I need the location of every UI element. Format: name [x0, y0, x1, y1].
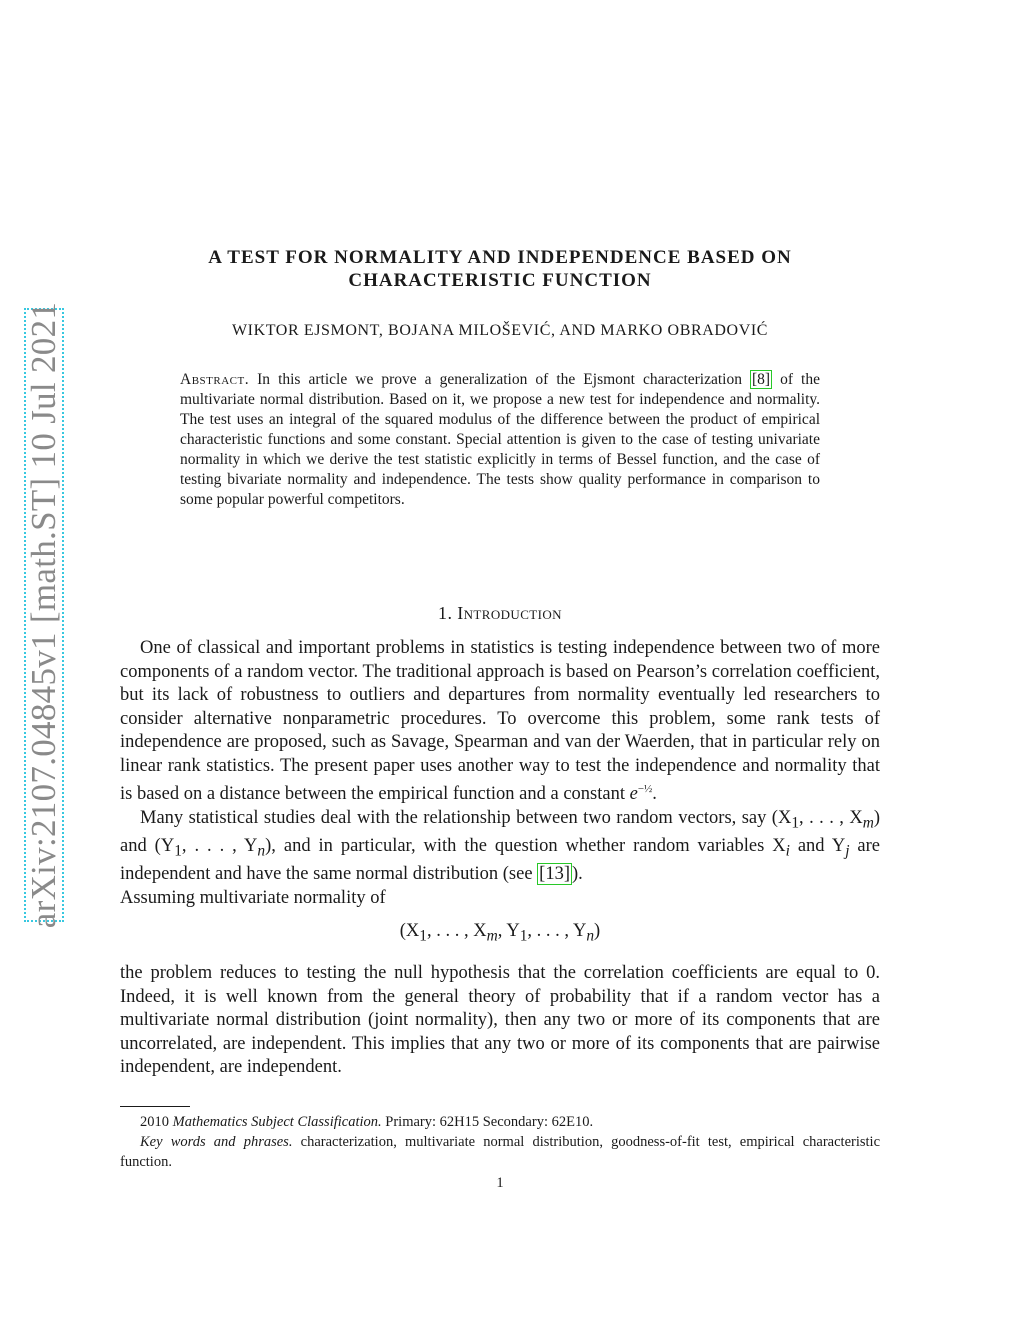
arxiv-sidebar-stamp — [24, 301, 64, 929]
author-list: WIKTOR EJSMONT, BOJANA MILOŠEVIĆ, AND MARKO OBRADOVIĆ — [231, 322, 769, 339]
section-title: Introduction — [457, 603, 562, 623]
footnote-rule — [120, 1106, 190, 1107]
body-text — [120, 637, 880, 1080]
paragraph-2: Many statistical studies deal with the relationship between two random vectors, say ($X_1$, . . . , $X_m$) and ($Y_1$, . . . , $Y_n$), and in particular, with the question whether random variables $X_i$ and $Y_j$ are independent and have the same normal distribution (see [13] ). — [120, 807, 880, 885]
math-exponent: −½ — [637, 783, 653, 795]
title-line-2: CHARACTERISTIC FUNCTION — [348, 270, 652, 291]
page-number: 1 — [496, 1175, 504, 1191]
arxiv-identifier: arXiv:2107.04845v1 [math.ST] 10 Jul 2021 — [24, 301, 63, 929]
abstract-text-1: In this article we prove a generalization of the Ejsmont characterization — [249, 371, 750, 388]
display-equation: ($X_1$, . . . , $X_m$, $Y_1$, . . . , $Y_n$) — [399, 921, 601, 945]
math-e: e — [629, 784, 638, 805]
paragraph-3: Assuming multivariate normality of — [120, 887, 386, 908]
abstract-text-2: of the multivariate normal distribution. Based on it, we propose a new test for independence and normality. The test uses an integral of the squared modulus of the difference between the product of empirical characteristic functions and some constant. Special attention is given to the case of testing univariate normality in which we derive the test statistic explicitly in terms of Bessel function, and the case of testing bivariate normality and independence. The tests show quality performance in comparison to some popular powerful competitors. — [180, 371, 820, 508]
paragraph-4: the problem reduces to testing the null hypothesis that the correlation coefficients are equal to 0. Indeed, it is well known from the general theory of probability that if a random vector has a multivariate normal distribution (joint normality), then any two or more of its components that are uncorrelated, are independent. This implies that any two or more of its components that are pairwise independent, are independent. — [120, 963, 880, 1078]
paper-title — [120, 246, 880, 292]
abstract — [180, 370, 820, 510]
title-line-1: A TEST FOR NORMALITY AND INDEPENDENCE BASED ON — [208, 247, 792, 268]
citation-link-13[interactable]: [13] — [539, 864, 570, 885]
section-heading — [120, 603, 880, 624]
abstract-heading: Abstract. — [180, 371, 250, 388]
section-number: 1. — [438, 603, 458, 623]
footnote-msc: 2010 Mathematics Subject Classification. Primary: 62H15 Secondary: 62E10. — [140, 1114, 594, 1130]
footnote-keywords: Key words and phrases. characterization, multivariate normal distribution, goodness-of-fit test, empirical characteristic function. — [120, 1134, 881, 1170]
citation-link-8[interactable]: [8] — [752, 371, 771, 388]
paragraph-1: One of classical and important problems in statistics is testing independence between two of more components of a random vector. The traditional approach is based on Pearson’s correlation coefficient, but its lack of robustness to outliers and departures from normality eventually led researchers to consider alternative nonparametric procedures. To overcome this problem, some rank tests of independence are proposed, such as Savage, Spearman and van der Waerden, that in particular rely on linear rank statistics. The present paper uses another way to test the independence and normality that is based on a distance between the empirical function and a constant $e^{-\frac{1}{2}}$. — [120, 638, 880, 805]
footnotes — [120, 1112, 880, 1172]
